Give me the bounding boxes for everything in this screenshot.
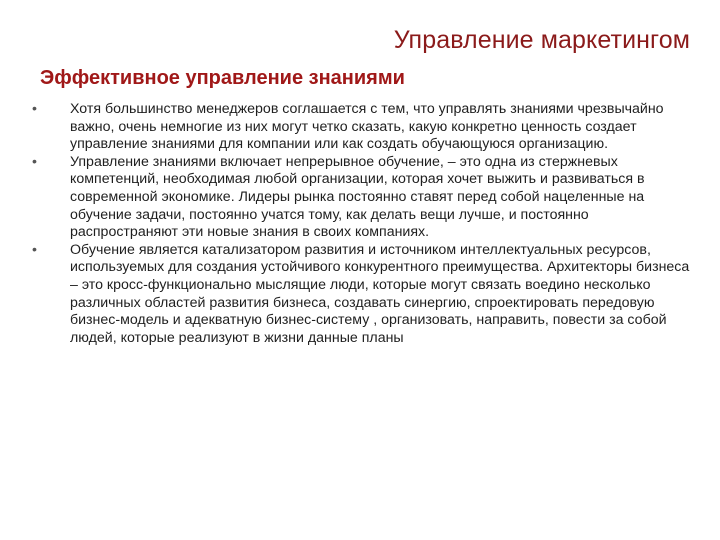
bullet-item — [30, 101, 690, 154]
bullet-text: Хотя большинство менеджеров соглашается с тем, что управлять знаниями чрезвычайно важно, очень немногие из них могут четко сказать, какую конкретно ценность создает управление знаниями для компании или как создать обучающуюся организацию. — [70, 101, 664, 153]
bullet-marker: • — [32, 101, 37, 117]
bullet-text: Управление знаниями включает непрерывное обучение, – это одна из стержневых компетенций, необходимая любой организации, которая хочет выжить и развиваться в современной экономике. Лидеры рынка постоянно ставят перед собой нацеленные на обучение задачи, постоянно учатся тому, как делать вещи лучше, и постоянно распространяют эти новые знания в своих компаниях. — [70, 153, 645, 241]
bullet-marker: • — [32, 153, 37, 170]
bullet-item — [30, 242, 690, 348]
bullet-item — [30, 154, 690, 242]
bullet-list — [30, 101, 690, 347]
bullet-marker: • — [32, 241, 37, 258]
header-title: Управление маркетингом — [393, 26, 690, 54]
bullet-text: Обучение является катализатором развития и источником интеллектуальных ресурсов, используемых для создания устойчивого конкурентного преимущества. Архитекторы бизнеса – это кросс-функционально мыслящие люди, которые могут связать воедино несколько различных областей развития бизнеса, создавать синергию, спроектировать передовую бизнес-модель и адекватную бизнес-систему , организовать, направить, повести за собой людей, которые реализуют в жизни данные планы — [70, 241, 690, 346]
slide-subtitle: Эффективное управление знаниями — [40, 67, 405, 89]
